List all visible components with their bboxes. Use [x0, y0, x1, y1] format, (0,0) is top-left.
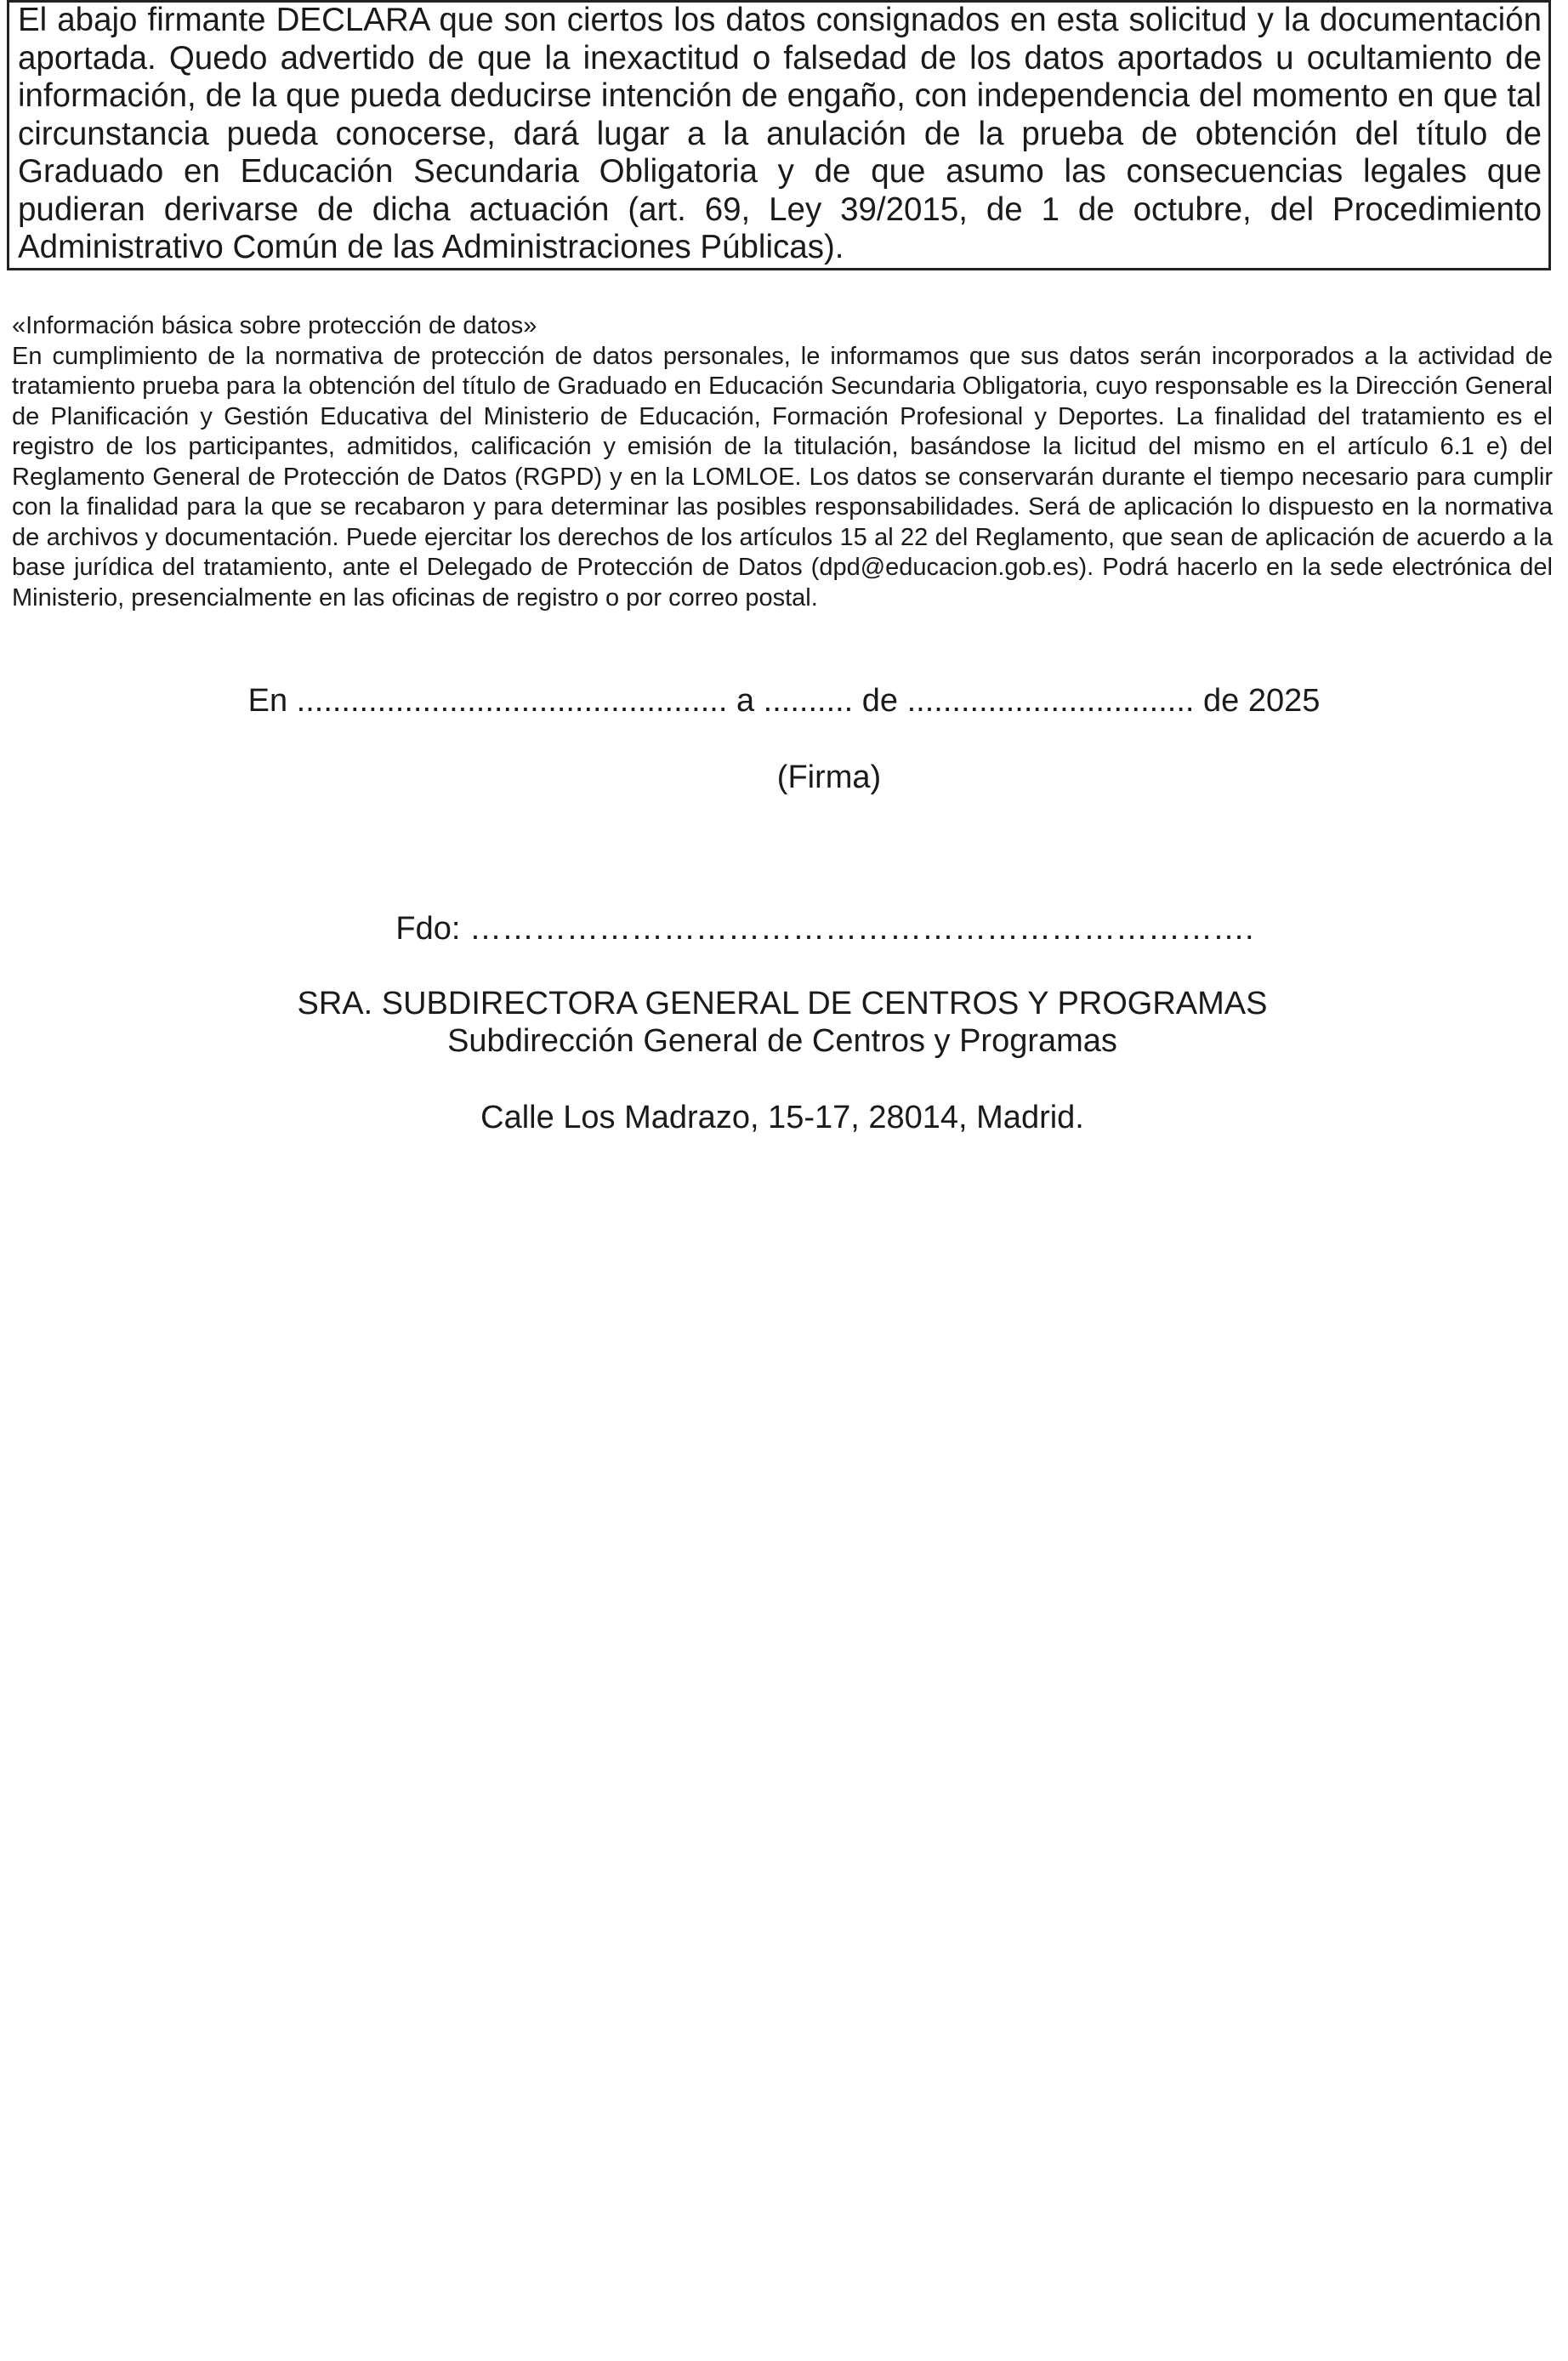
declaration-box	[7, 0, 1551, 270]
addressee-title: SRA. SUBDIRECTORA GENERAL DE CENTROS Y PROGRAMAS	[297, 986, 1268, 1021]
addressee-unit: Subdirección General de Centros y Programas	[447, 1023, 1117, 1059]
declaration-text: El abajo firmante DECLARA que son ciertos los datos consignados en esta solicitud y la documentación aportada. Quedo advertido de que la inexactitud o falsedad de los datos aportados u ocultamiento de información, de la que pueda deducirse intención de engaño, con independencia del momento en que tal circunstancia pueda conocerse, dará lugar a la anulación de la prueba de obtención del título de Graduado en Educación Secundaria Obligatoria y de que asumo las consecuencias legales que pudieran derivarse de dicha actuación (art. 69, Ley 39/2015, de 1 de octubre, del Procedimiento Administrativo Común de las Administraciones Públicas).	[18, 2, 1542, 265]
firma-label: (Firma)	[776, 760, 882, 795]
privacy-body: En cumplimiento de la normativa de protección de datos personales, le informamos que sus datos serán incorporados a la actividad de tratamiento prueba para la obtención del título de Graduado en Educación Secundaria Obligatoria, cuyo responsable es la Dirección General de Planificación y Gestión Educativa del Ministerio de Educación, Formación Profesional y Deportes. La finalidad del tratamiento es el registro de los participantes, admitidos, calificación y emisión de la titulación, basándose la licitud del mismo en el artículo 6.1 e) del Reglamento General de Protección de Datos (RGPD) y en la LOMLOE. Los datos se conservarán durante el tiempo necesario para cumplir con la finalidad para la que se recabaron y para determinar las posibles responsabilidades. Será de aplicación lo dispuesto en la normativa de archivos y documentación. Puede ejercitar los derechos de los artículos 15 al 22 del Reglamento, que sean de aplicación de acuerdo a la base jurídica del tratamiento, ante el Delegado de Protección de Datos (dpd@educacion.gob.es). Podrá hacerlo en la sede electrónica del Ministerio, presencialmente en las oficinas de registro o por correo postal.	[12, 342, 1553, 612]
date-line: En ................................................ a .......... de ................................ de 2025	[247, 683, 1321, 719]
privacy-title: «Información básica sobre protección de datos»	[12, 312, 537, 339]
privacy-section	[12, 311, 1553, 613]
address: Calle Los Madrazo, 15-17, 28014, Madrid.	[480, 1100, 1084, 1135]
fdo-line: Fdo: ……………………………………………………………….	[395, 911, 1254, 947]
